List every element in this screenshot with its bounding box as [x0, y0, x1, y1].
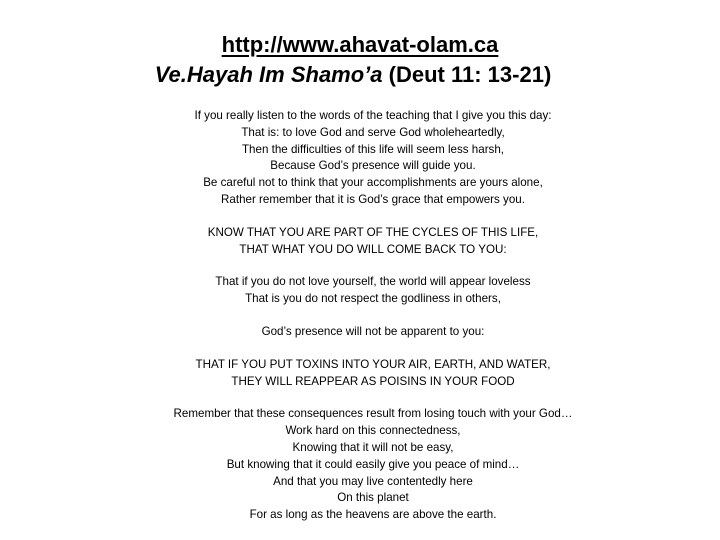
- poem-line: Work hard on this connectedness,: [285, 424, 461, 438]
- poem-line: That is: to love God and serve God wholeheartedly,: [241, 125, 505, 139]
- poem-line: God’s presence will not be apparent to you:: [261, 324, 485, 338]
- stanza-5: [0, 357, 720, 391]
- title-block: [0, 30, 720, 90]
- poem-line: That is you do not respect the godliness in others,: [245, 292, 501, 306]
- website-link[interactable]: http://www.ahavat-olam.ca: [221, 32, 499, 57]
- page-title: [0, 60, 720, 90]
- poem-line: Rather remember that it is God’s grace that empowers you.: [221, 192, 525, 206]
- poem-body: [0, 108, 720, 524]
- poem-line: But knowing that it could easily give you peace of mind…: [226, 457, 520, 471]
- stanza-3: [0, 274, 720, 308]
- stanza-2: [0, 225, 720, 259]
- stanza-6: [0, 406, 720, 524]
- title-verse-reference: (Deut 11: 13-21): [382, 62, 552, 87]
- title-hebrew-name: Ve.Hayah Im Shamo’a: [154, 62, 383, 87]
- poem-line: If you really listen to the words of the teaching that I give you this day:: [194, 109, 552, 122]
- poem-line: Be careful not to think that your accomplishments are yours alone,: [203, 176, 543, 190]
- stanza-1: [0, 108, 720, 209]
- poem-line: Then the difficulties of this life will seem less harsh,: [241, 142, 505, 156]
- poem-line: THAT IF YOU PUT TOXINS INTO YOUR AIR, EARTH, AND WATER,: [195, 357, 551, 371]
- poem-line: Remember that these consequences result from losing touch with your God…: [173, 407, 573, 421]
- poem-line: THAT WHAT YOU DO WILL COME BACK TO YOU:: [239, 242, 507, 256]
- poem-line: THEY WILL REAPPEAR AS POISINS IN YOUR FOOD: [231, 374, 515, 388]
- poem-line: For as long as the heavens are above the earth.: [249, 508, 497, 522]
- poem-line: That if you do not love yourself, the world will appear loveless: [215, 275, 531, 289]
- stanza-4: [0, 324, 720, 341]
- poem-line: Knowing that it will not be easy,: [292, 440, 454, 454]
- poem-line: KNOW THAT YOU ARE PART OF THE CYCLES OF THIS LIFE,: [207, 225, 539, 239]
- poem-line: And that you may live contentedly here: [273, 474, 473, 488]
- poem-line: On this planet: [337, 491, 409, 505]
- poem-line: Because God’s presence will guide you.: [270, 159, 476, 173]
